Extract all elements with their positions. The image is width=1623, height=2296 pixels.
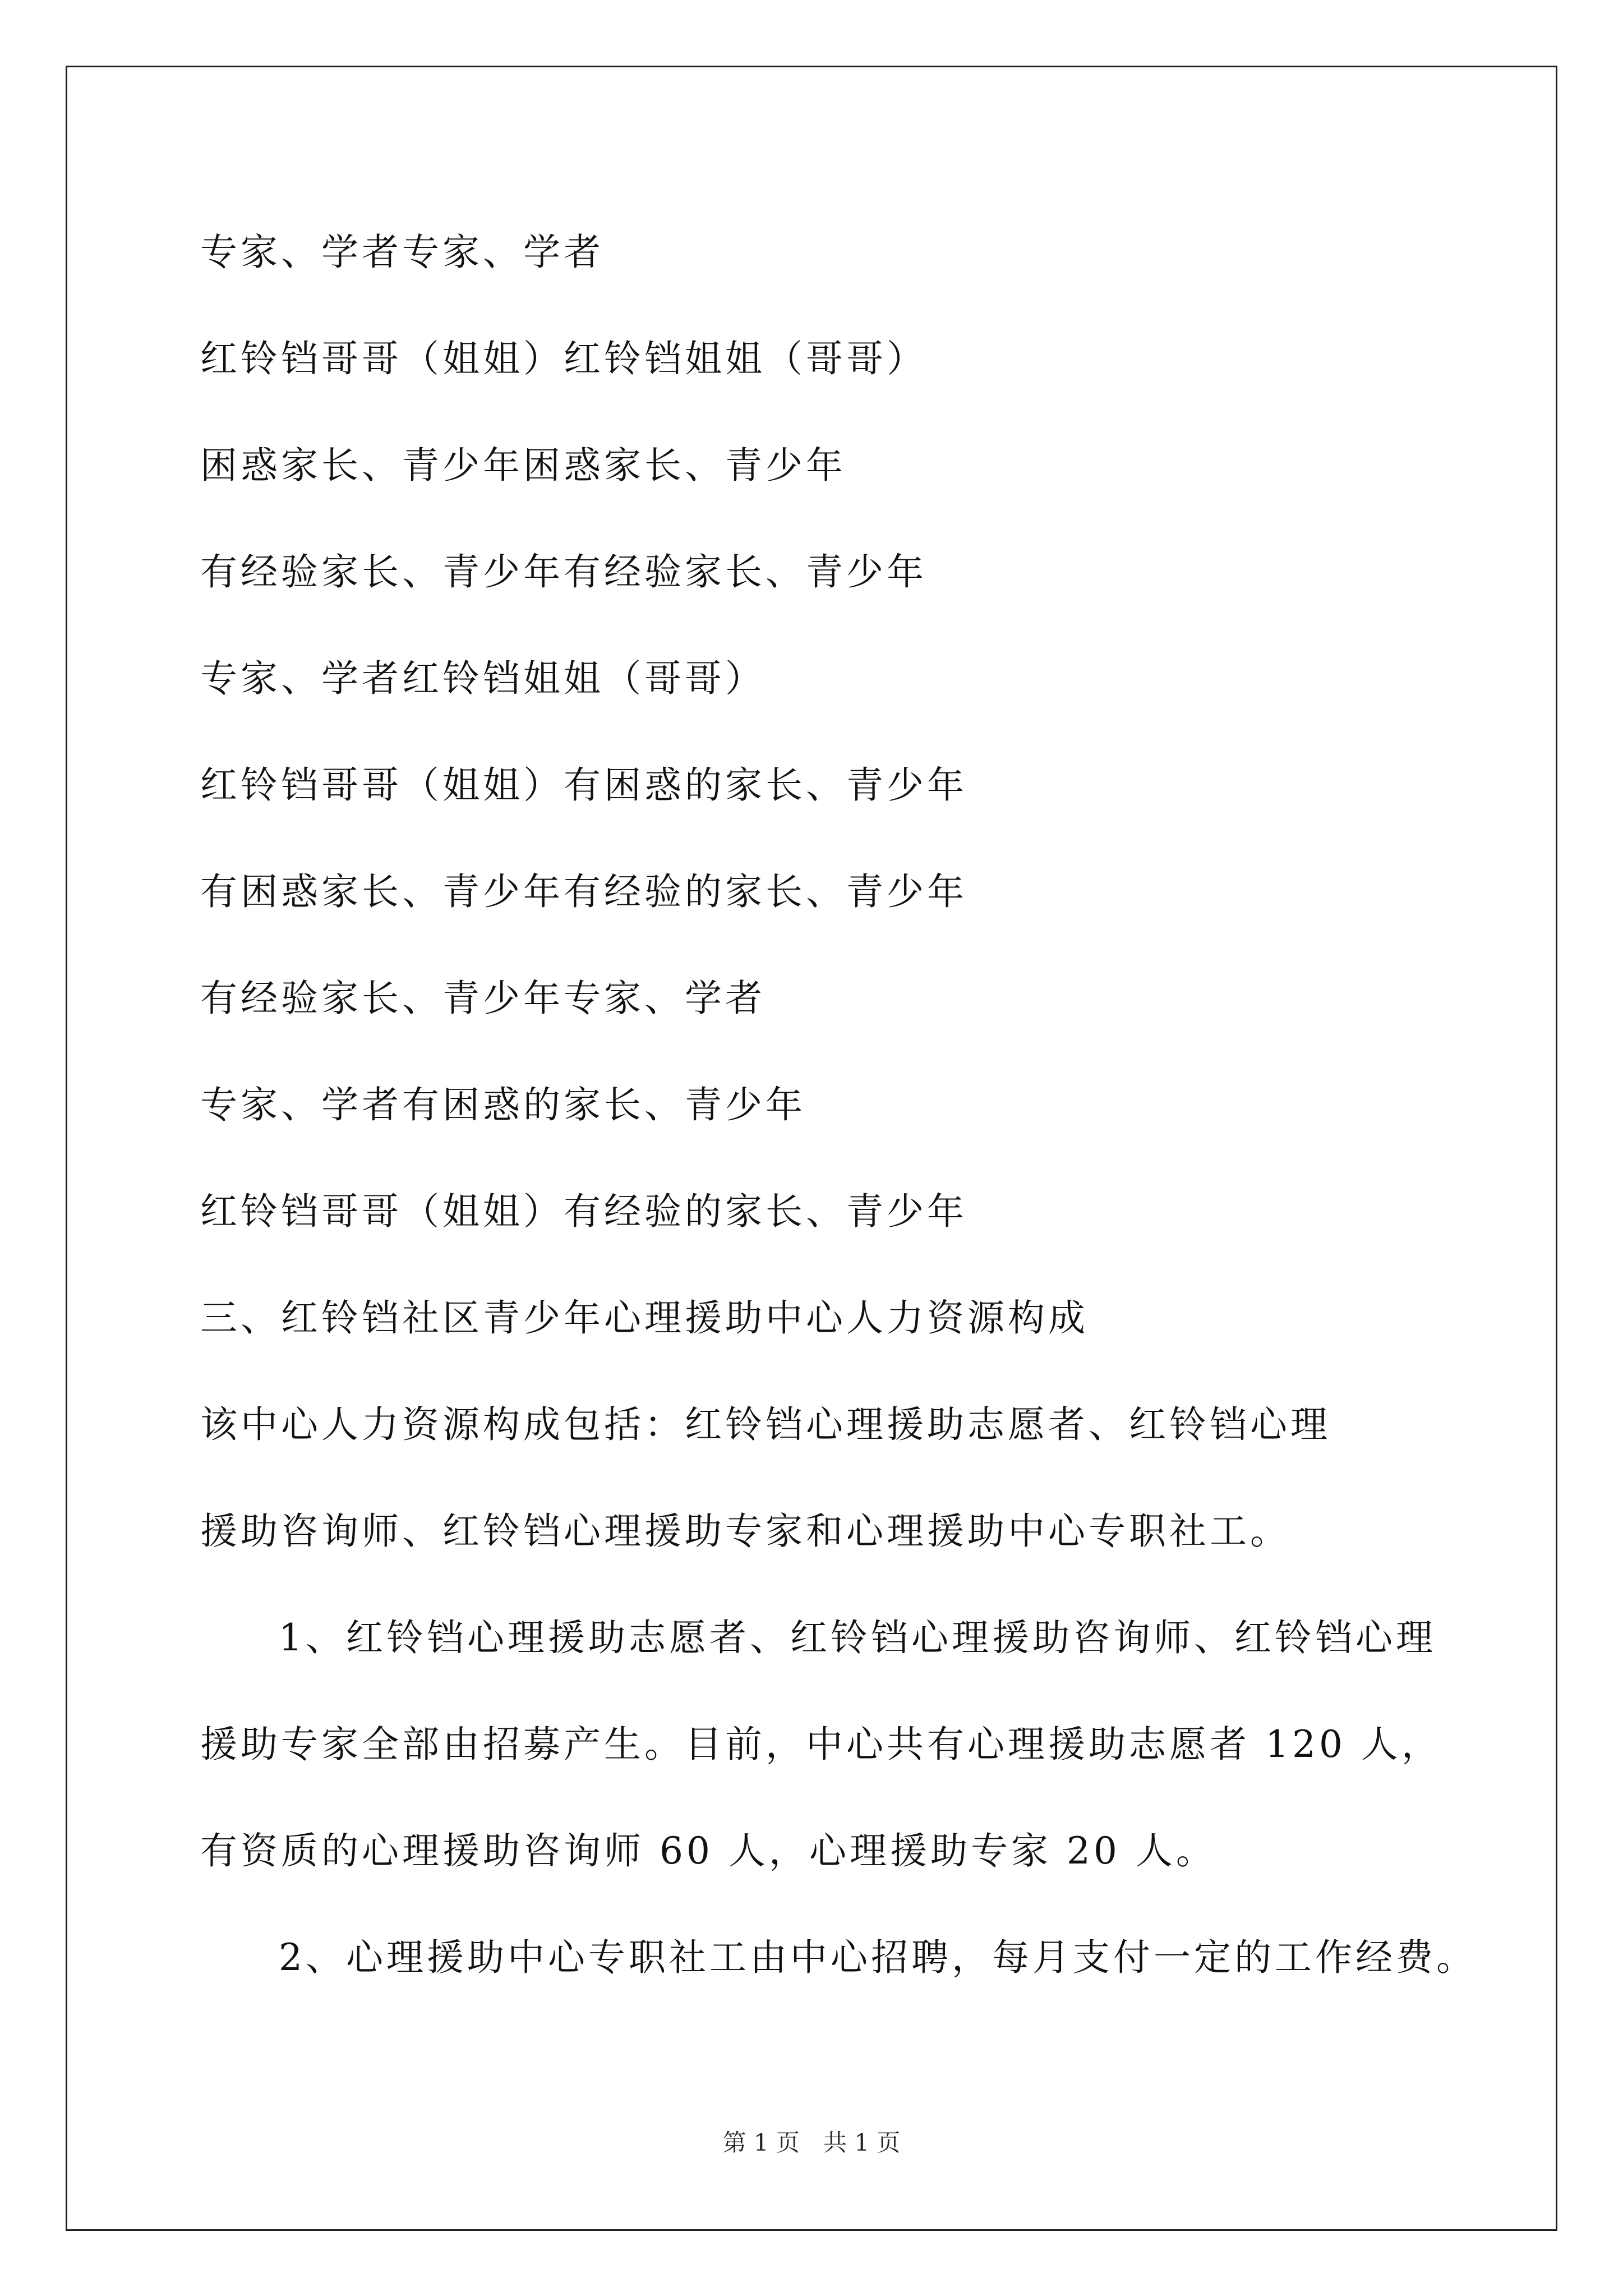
- paragraph-2-line-1: 1、红铃铛心理援助志愿者、红铃铛心理援助咨询师、红铃铛心理: [279, 1616, 1436, 1659]
- paragraph-1-line-1: 该中心人力资源构成包括：红铃铛心理援助志愿者、红铃铛心理: [200, 1403, 1331, 1446]
- text-line: 专家、学者红铃铛姐姐（哥哥）: [200, 657, 766, 700]
- paragraph-1-line-2: 援助咨询师、红铃铛心理援助专家和心理援助中心专职社工。: [200, 1510, 1290, 1553]
- page-footer: 第 1 页 共 1 页: [722, 2129, 901, 2156]
- section-heading: 三、红铃铛社区青少年心理援助中心人力资源构成: [200, 1296, 1089, 1340]
- text-line: 专家、学者专家、学者: [200, 231, 604, 274]
- text-line: 专家、学者有困惑的家长、青少年: [200, 1083, 806, 1126]
- text-line: 有经验家长、青少年有经验家长、青少年: [200, 550, 927, 593]
- text-line: 红铃铛哥哥（姐姐）红铃铛姐姐（哥哥）: [200, 337, 927, 380]
- text-line: 有经验家长、青少年专家、学者: [200, 977, 766, 1020]
- text-line: 红铃铛哥哥（姐姐）有经验的家长、青少年: [200, 1190, 967, 1233]
- text-line: 红铃铛哥哥（姐姐）有困惑的家长、青少年: [200, 763, 967, 807]
- text-line: 有困惑家长、青少年有经验的家长、青少年: [200, 870, 967, 913]
- page-border: [66, 66, 1557, 2231]
- text-line: 困惑家长、青少年困惑家长、青少年: [200, 444, 846, 487]
- paragraph-2-line-3: 有资质的心理援助咨询师 60 人，心理援助专家 20 人。: [200, 1829, 1216, 1872]
- paragraph-2-line-2: 援助专家全部由招募产生。目前，中心共有心理援助志愿者 120 人，: [200, 1723, 1442, 1766]
- paragraph-3-line-1: 2、心理援助中心专职社工由中心招聘，每月支付一定的工作经费。: [279, 1936, 1477, 1979]
